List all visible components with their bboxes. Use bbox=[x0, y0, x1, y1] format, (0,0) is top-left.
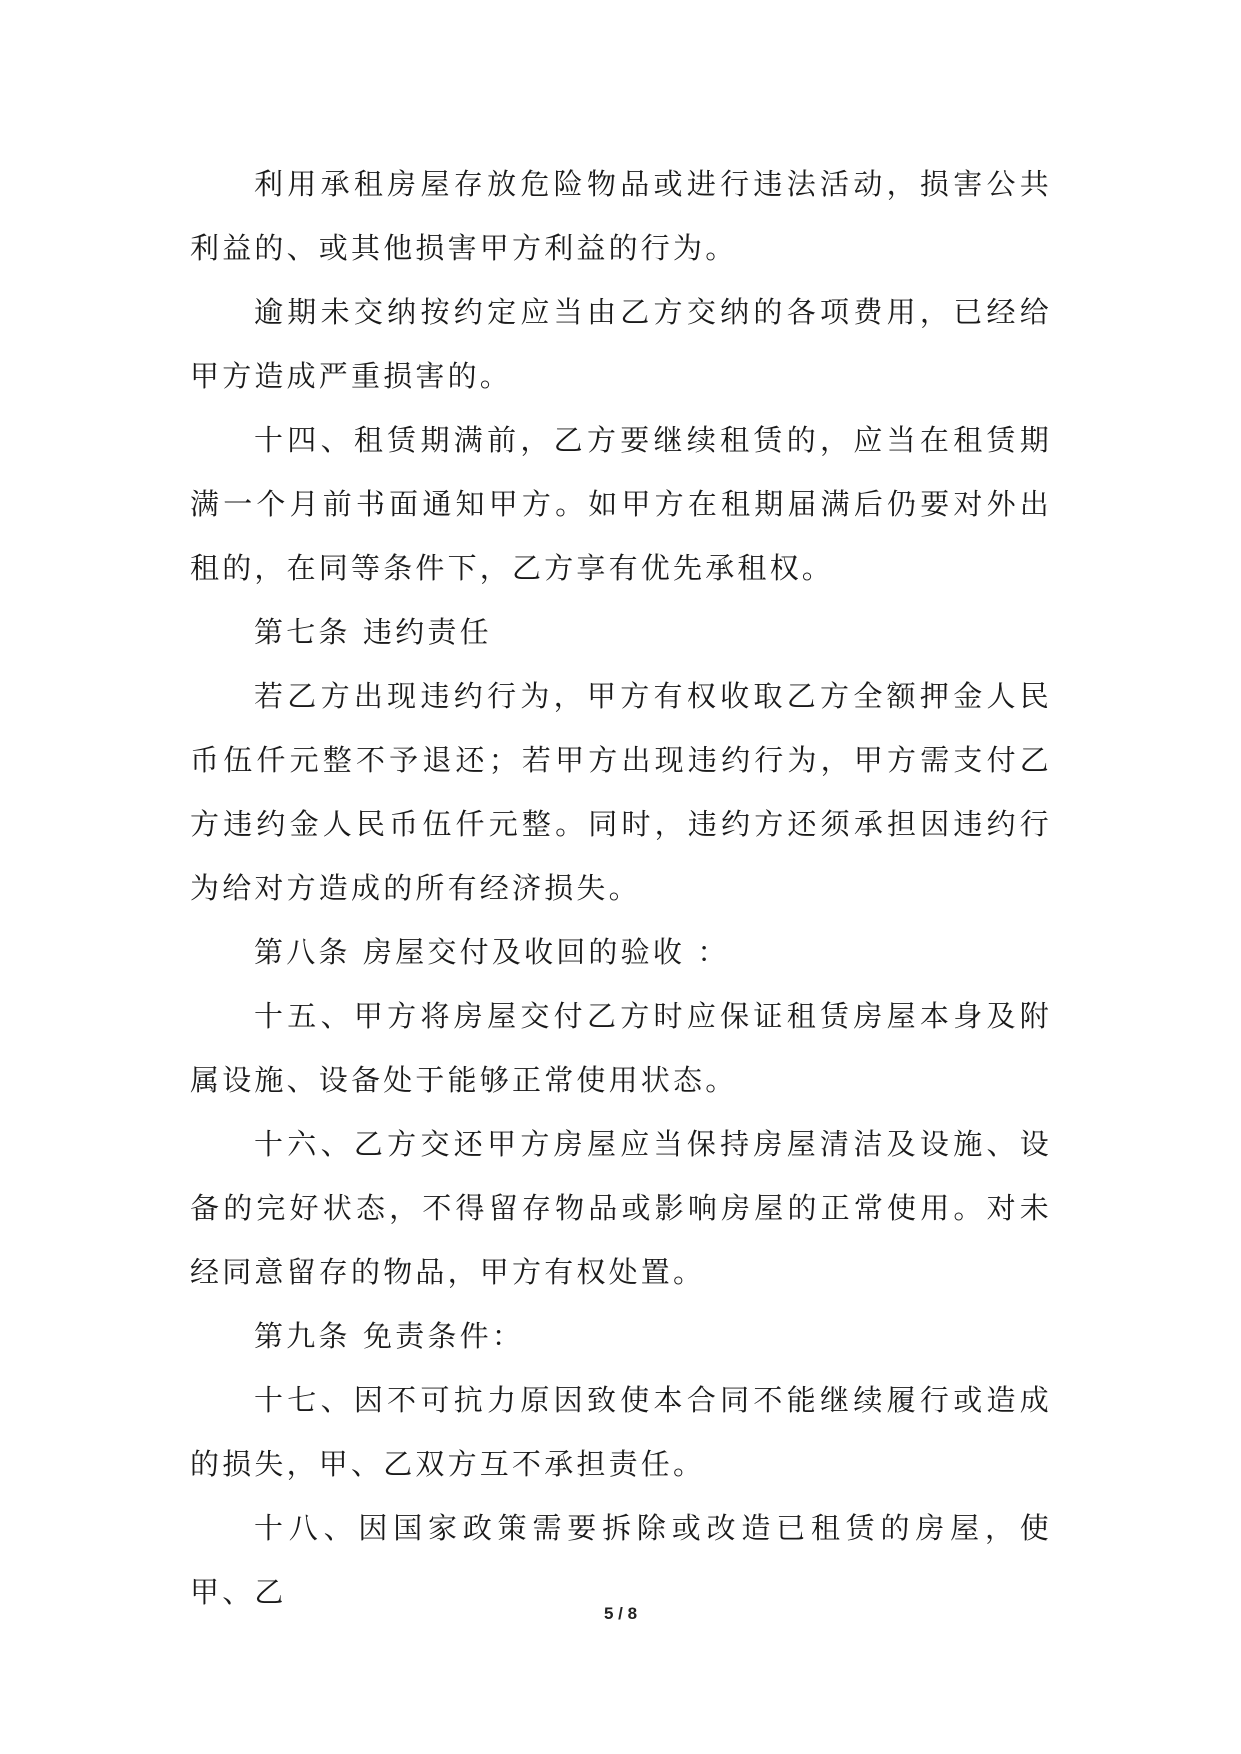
heading-article-8: 第八条 房屋交付及收回的验收 ： bbox=[254, 935, 730, 969]
heading-article-9: 第九条 免责条件： bbox=[254, 1319, 525, 1353]
paragraph-clause-16-return: 十六、乙方交还甲方房屋应当保持房屋清洁及设施、设备的完好状态，不得留存物品或影响房屋的正常使用。对未经同意留存的物品，甲方有权处置。 bbox=[190, 1127, 1052, 1289]
paragraph-clause-15-delivery: 十五、甲方将房屋交付乙方时应保证租赁房屋本身及附属设施、设备处于能够正常使用状态。 bbox=[190, 999, 1052, 1097]
paragraph-breach-liability: 若乙方出现违约行为，甲方有权收取乙方全额押金人民币伍仟元整不予退还；若甲方出现违约行为，甲方需支付乙方违约金人民币伍仟元整。同时，违约方还须承担因违约行为给对方造成的所有经济损失。 bbox=[190, 679, 1052, 905]
page-number: 5 / 8 bbox=[603, 1604, 638, 1623]
paragraph-clause-hazard: 利用承租房屋存放危险物品或进行违法活动，损害公共利益的、或其他损害甲方利益的行为。 bbox=[190, 167, 1052, 265]
paragraph-clause-17-force-majeure: 十七、因不可抗力原因致使本合同不能继续履行或造成的损失，甲、乙双方互不承担责任。 bbox=[190, 1383, 1052, 1481]
document-body bbox=[190, 152, 1052, 1624]
heading-article-7: 第七条 违约责任 bbox=[254, 615, 492, 649]
paragraph-clause-14-renewal: 十四、租赁期满前，乙方要继续租赁的，应当在租赁期满一个月前书面通知甲方。如甲方在租期届满后仍要对外出租的，在同等条件下，乙方享有优先承租权。 bbox=[190, 423, 1052, 585]
paragraph-clause-18-policy: 十八、因国家政策需要拆除或改造已租赁的房屋，使甲、乙 bbox=[190, 1511, 1052, 1609]
paragraph-clause-overdue-fees: 逾期未交纳按约定应当由乙方交纳的各项费用，已经给甲方造成严重损害的。 bbox=[190, 295, 1052, 393]
